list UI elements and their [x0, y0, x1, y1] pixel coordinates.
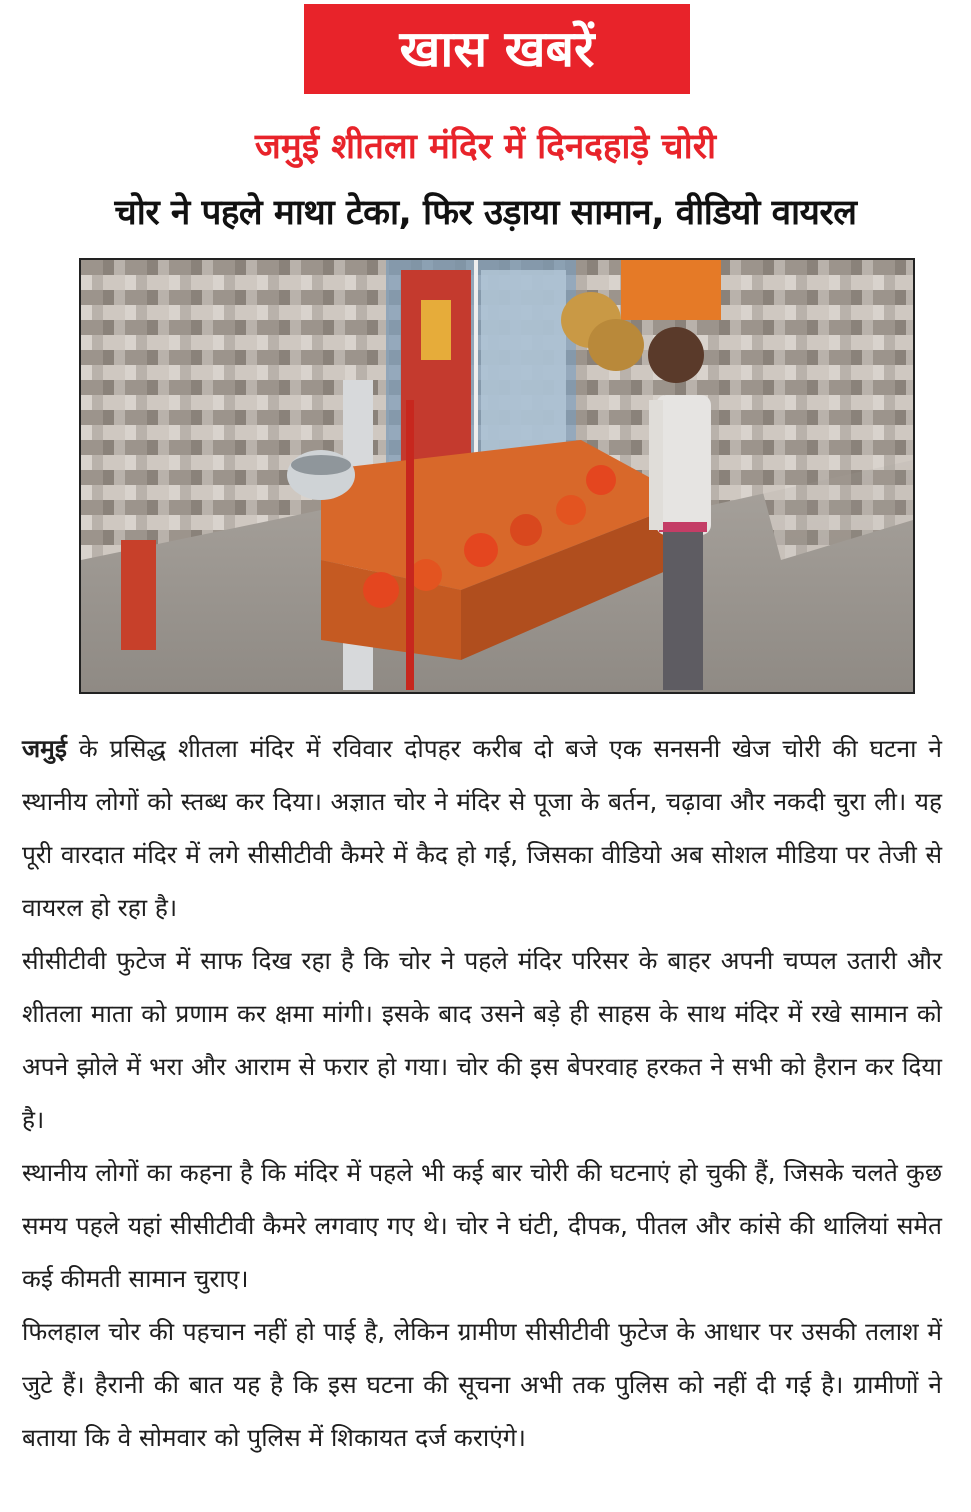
- article-paragraph-text: के प्रसिद्ध शीतला मंदिर में रविवार दोपहर करीब दो बजे एक सनसनी खेज चोरी की घटना ने स्थानीय लोगों को स्तब्ध कर दिया। अज्ञात चोर ने मंदिर से पूजा के बर्तन, चढ़ावा और नकदी चुरा ली। यह पूरी वारदात मंदिर में लगे सीसीटीवी कैमरे में कैद हो गई, जिसका वीडियो अब सोशल मीडिया पर तेजी से वायरल हो रहा है।: [22, 734, 942, 922]
- article-body: [22, 722, 942, 1464]
- article-paragraph: सीसीटीवी फुटेज में साफ दिख रहा है कि चोर ने पहले मंदिर परिसर के बाहर अपनी चप्पल उतारी और शीतला माता को प्रणाम कर क्षमा मांगी। इसके बाद उसने बड़े ही साहस के साथ मंदिर में रखे सामान को अपने झोले में भरा और आराम से फरार हो गया। चोर की इस बेपरवाह हरकत ने सभी को हैरान कर दिया है।: [22, 946, 942, 1134]
- article-paragraph: स्थानीय लोगों का कहना है कि मंदिर में पहले भी कई बार चोरी की घटनाएं हो चुकी हैं, जिसके चलते कुछ समय पहले यहां सीसीटीवी कैमरे लगवाए गए थे। चोर ने घंटी, दीपक, पीतल और कांसे की थालियां समेत कई कीमती सामान चुराए।: [22, 1158, 942, 1293]
- article-dateline: जमुई: [22, 734, 67, 763]
- news-photo: [79, 258, 915, 694]
- section-banner: [304, 4, 690, 94]
- section-banner-label: खास खबरें: [399, 20, 595, 78]
- headline-secondary: चोर ने पहले माथा टेका, फिर उड़ाया सामान, वीडियो वायरल: [114, 193, 857, 233]
- cctv-temple-illustration: [81, 260, 913, 692]
- headline-primary: जमुई शीतला मंदिर में दिनदहाड़े चोरी: [254, 127, 717, 167]
- article-paragraph: फिलहाल चोर की पहचान नहीं हो पाई है, लेकिन ग्रामीण सीसीटीवी फुटेज के आधार पर उसकी तलाश में जुटे हैं। हैरानी की बात यह है कि इस घटना की सूचना अभी तक पुलिस को नहीं दी गई है। ग्रामीणों ने बताया कि वे सोमवार को पुलिस में शिकायत दर्ज कराएंगे।: [22, 1317, 942, 1452]
- article-paragraph: [22, 722, 942, 934]
